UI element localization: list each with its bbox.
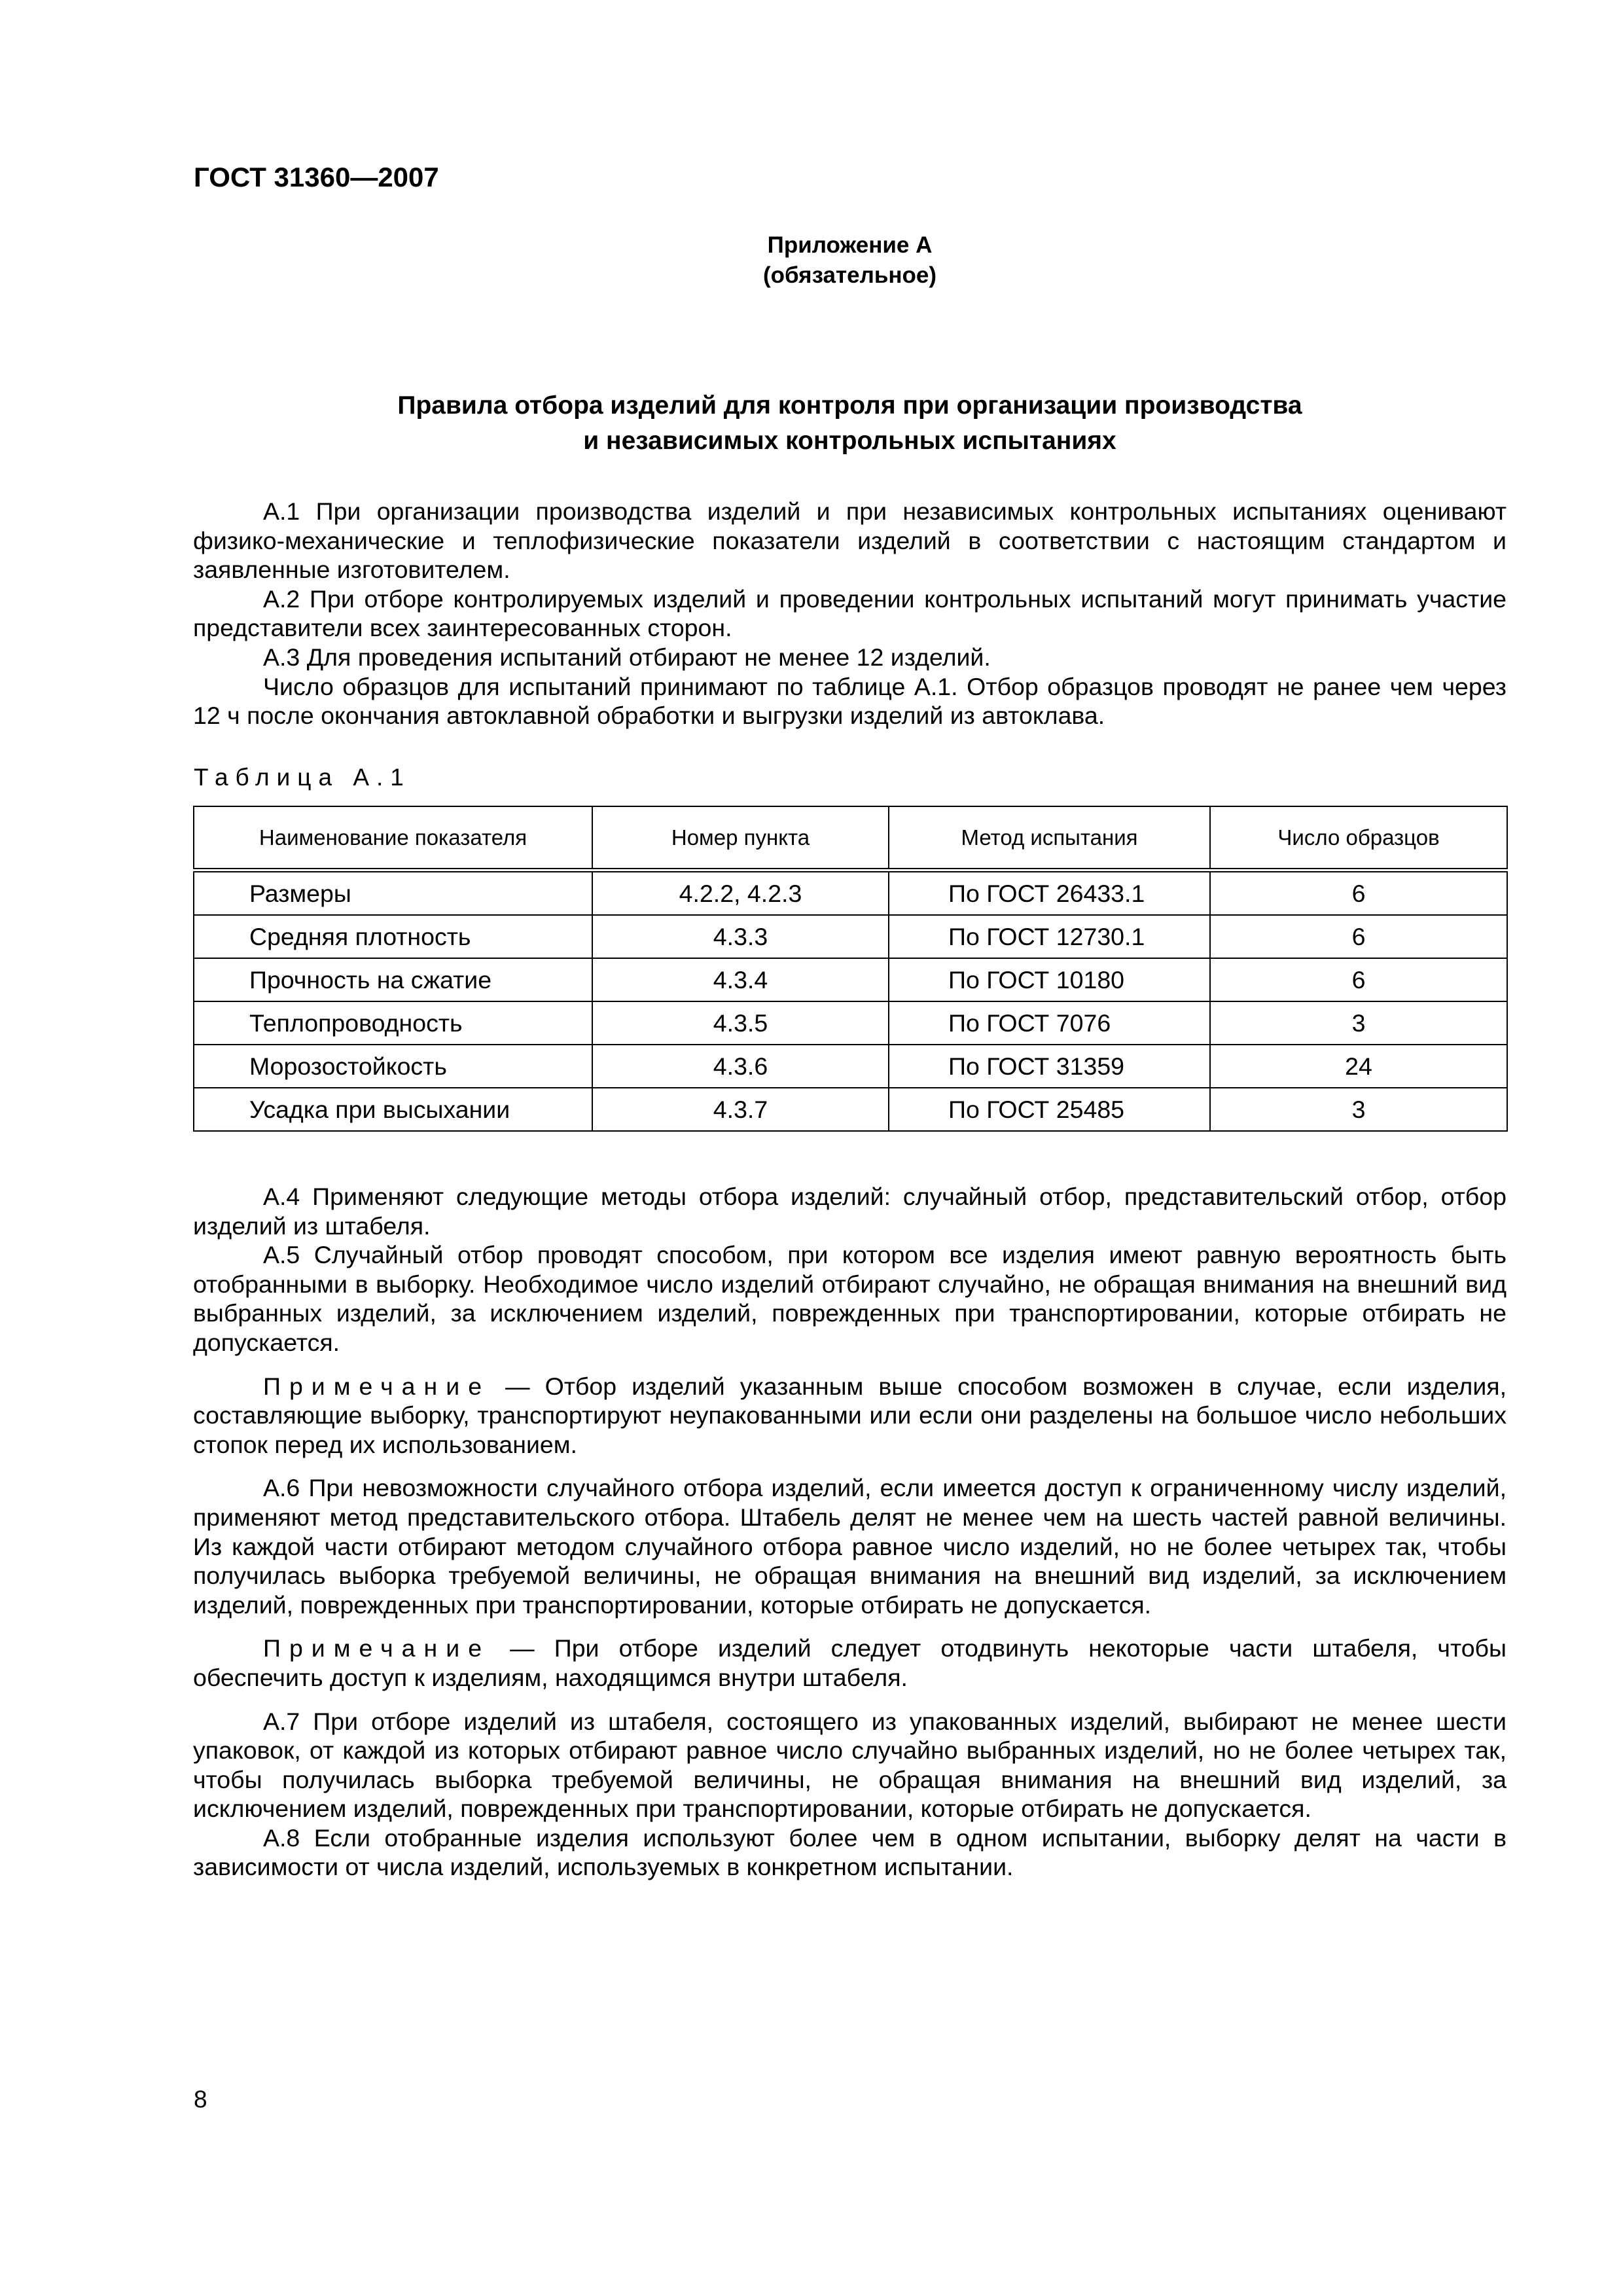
annex-heading (193, 230, 1507, 291)
table-row (194, 870, 1507, 916)
note-1-text: — Отбор изделий указанным выше способом возможен в случае, если изделия, составляющие выборку, транспортируют неупакованными или если они разделены на большое число небольших стопок перед их использованием. (193, 1372, 1507, 1458)
paragraph-a2: А.2 При отборе контролируемых изделий и проведении контрольных испытаний могут принимать участие представители всех заинтересованных сторон. (193, 584, 1507, 642)
paragraph-a3: А.3 Для проведения испытаний отбирают не менее 12 изделий. (263, 643, 991, 671)
section-title-line-1: Правила отбора изделий для контроля при организации производства (397, 391, 1302, 420)
cell-method: По ГОСТ 7076 (889, 1001, 1210, 1045)
column-header-method: Метод испытания (889, 806, 1210, 870)
paragraph-sample-count: Число образцов для испытаний принимают по таблице А.1. Отбор образцов проводят не ранее чем через 12 ч после окончания автоклавной обработки и выгрузки изделий из автоклава. (193, 672, 1507, 730)
cell-method: По ГОСТ 25485 (889, 1088, 1210, 1131)
cell-sample-count: 6 (1210, 958, 1507, 1001)
note-2-label: Примечание (263, 1634, 491, 1662)
paragraph-a8: А.8 Если отобранные изделия используют более чем в одном испытании, выборку делят на части в зависимости от числа изделий, используемых в конкретном испытании. (193, 1823, 1507, 1881)
table-caption: Таблица А.1 (194, 764, 411, 791)
cell-method: По ГОСТ 31359 (889, 1045, 1210, 1088)
cell-method: По ГОСТ 12730.1 (889, 915, 1210, 958)
cell-clause: 4.2.2, 4.2.3 (592, 870, 889, 916)
cell-sample-count: 3 (1210, 1088, 1507, 1131)
cell-indicator: Прочность на сжатие (194, 958, 592, 1001)
cell-clause: 4.3.4 (592, 958, 889, 1001)
document-code-header: ГОСТ 31360—2007 (194, 162, 439, 192)
samples-table (193, 806, 1508, 1132)
paragraph-a4: А.4 Применяют следующие методы отбора изделий: случайный отбор, представительский отбор, отбор изделий из штабеля. (193, 1183, 1507, 1240)
annex-status: (обязательное) (762, 262, 936, 288)
paragraphs-a4-a8 (193, 1182, 1507, 1882)
cell-method: По ГОСТ 10180 (889, 958, 1210, 1001)
paragraph-a7: А.7 При отборе изделий из штабеля, состоящего из упакованных изделий, выбирают не менее шести упаковок, от каждой из которых отбирают равное число случайно выбранных изделий, но не более четырех так, чтобы получилась выборка требуемой величины, не обращая внимания на внешний вид изделий, за исключением изделий, поврежденных при транспортировании, которые отбирать не допускается. (193, 1707, 1507, 1823)
cell-indicator: Размеры (194, 870, 592, 916)
spacer (193, 1693, 1507, 1707)
cell-indicator: Усадка при высыхании (194, 1088, 592, 1131)
cell-sample-count: 6 (1210, 915, 1507, 958)
cell-indicator: Теплопроводность (194, 1001, 592, 1045)
paragraph-a5: А.5 Случайный отбор проводят способом, при котором все изделия имеют равную вероятность быть отобранными в выборку. Необходимое число изделий отбирают случайно, не обращая внимания на внешний вид выбранных изделий, за исключением изделий, поврежденных при транспортировании, которые отбирать не допускается. (193, 1241, 1507, 1356)
note-2-text: — При отборе изделий следует отодвинуть некоторые части штабеля, чтобы обеспечить доступ к изделиям, находящимся внутри штабеля. (193, 1634, 1507, 1691)
note-1 (193, 1372, 1507, 1460)
table-row (194, 1001, 1507, 1045)
annex-label: Приложение А (767, 232, 933, 258)
cell-clause: 4.3.6 (592, 1045, 889, 1088)
cell-sample-count: 6 (1210, 870, 1507, 916)
column-header-indicator: Наименование показателя (194, 806, 592, 870)
cell-clause: 4.3.5 (592, 1001, 889, 1045)
cell-method: По ГОСТ 26433.1 (889, 870, 1210, 916)
paragraph-a1: А.1 При организации производства изделий и при независимых контрольных испытаниях оценивают физико-механические и теплофизические показатели изделий в соответствии с настоящим стандартом и заявленные изготовителем. (193, 497, 1507, 584)
note-2 (193, 1634, 1507, 1692)
spacer (193, 1619, 1507, 1634)
spacer (193, 1357, 1507, 1372)
column-header-sample-count: Число образцов (1210, 806, 1507, 870)
cell-indicator: Средняя плотность (194, 915, 592, 958)
table-row (194, 958, 1507, 1001)
cell-sample-count: 3 (1210, 1001, 1507, 1045)
paragraphs-a1-a3 (193, 497, 1507, 730)
cell-indicator: Морозостойкость (194, 1045, 592, 1088)
page-number: 8 (194, 2086, 207, 2113)
section-title (193, 388, 1507, 459)
column-header-clause: Номер пункта (592, 806, 889, 870)
spacer (193, 1459, 1507, 1473)
paragraph-a6: А.6 При невозможности случайного отбора изделий, если имеется доступ к ограниченному числу изделий, применяют метод представительского отбора. Штабель делят не менее чем на шесть частей равной величины. Из каждой части отбирают методом случайного отбора равное число изделий, но не более четырех так, чтобы получилась выборка требуемой величины, не обращая внимания на внешний вид изделий, за исключением изделий, поврежденных при транспортировании, которые отбирать не допускается. (193, 1474, 1507, 1619)
table-row (194, 1088, 1507, 1131)
section-title-line-2: и независимых контрольных испытаниях (583, 427, 1116, 455)
cell-sample-count: 24 (1210, 1045, 1507, 1088)
cell-clause: 4.3.3 (592, 915, 889, 958)
table-row (194, 1045, 1507, 1088)
table-row (194, 915, 1507, 958)
note-1-label: Примечание (263, 1372, 491, 1400)
cell-clause: 4.3.7 (592, 1088, 889, 1131)
table-header-row (194, 806, 1507, 870)
